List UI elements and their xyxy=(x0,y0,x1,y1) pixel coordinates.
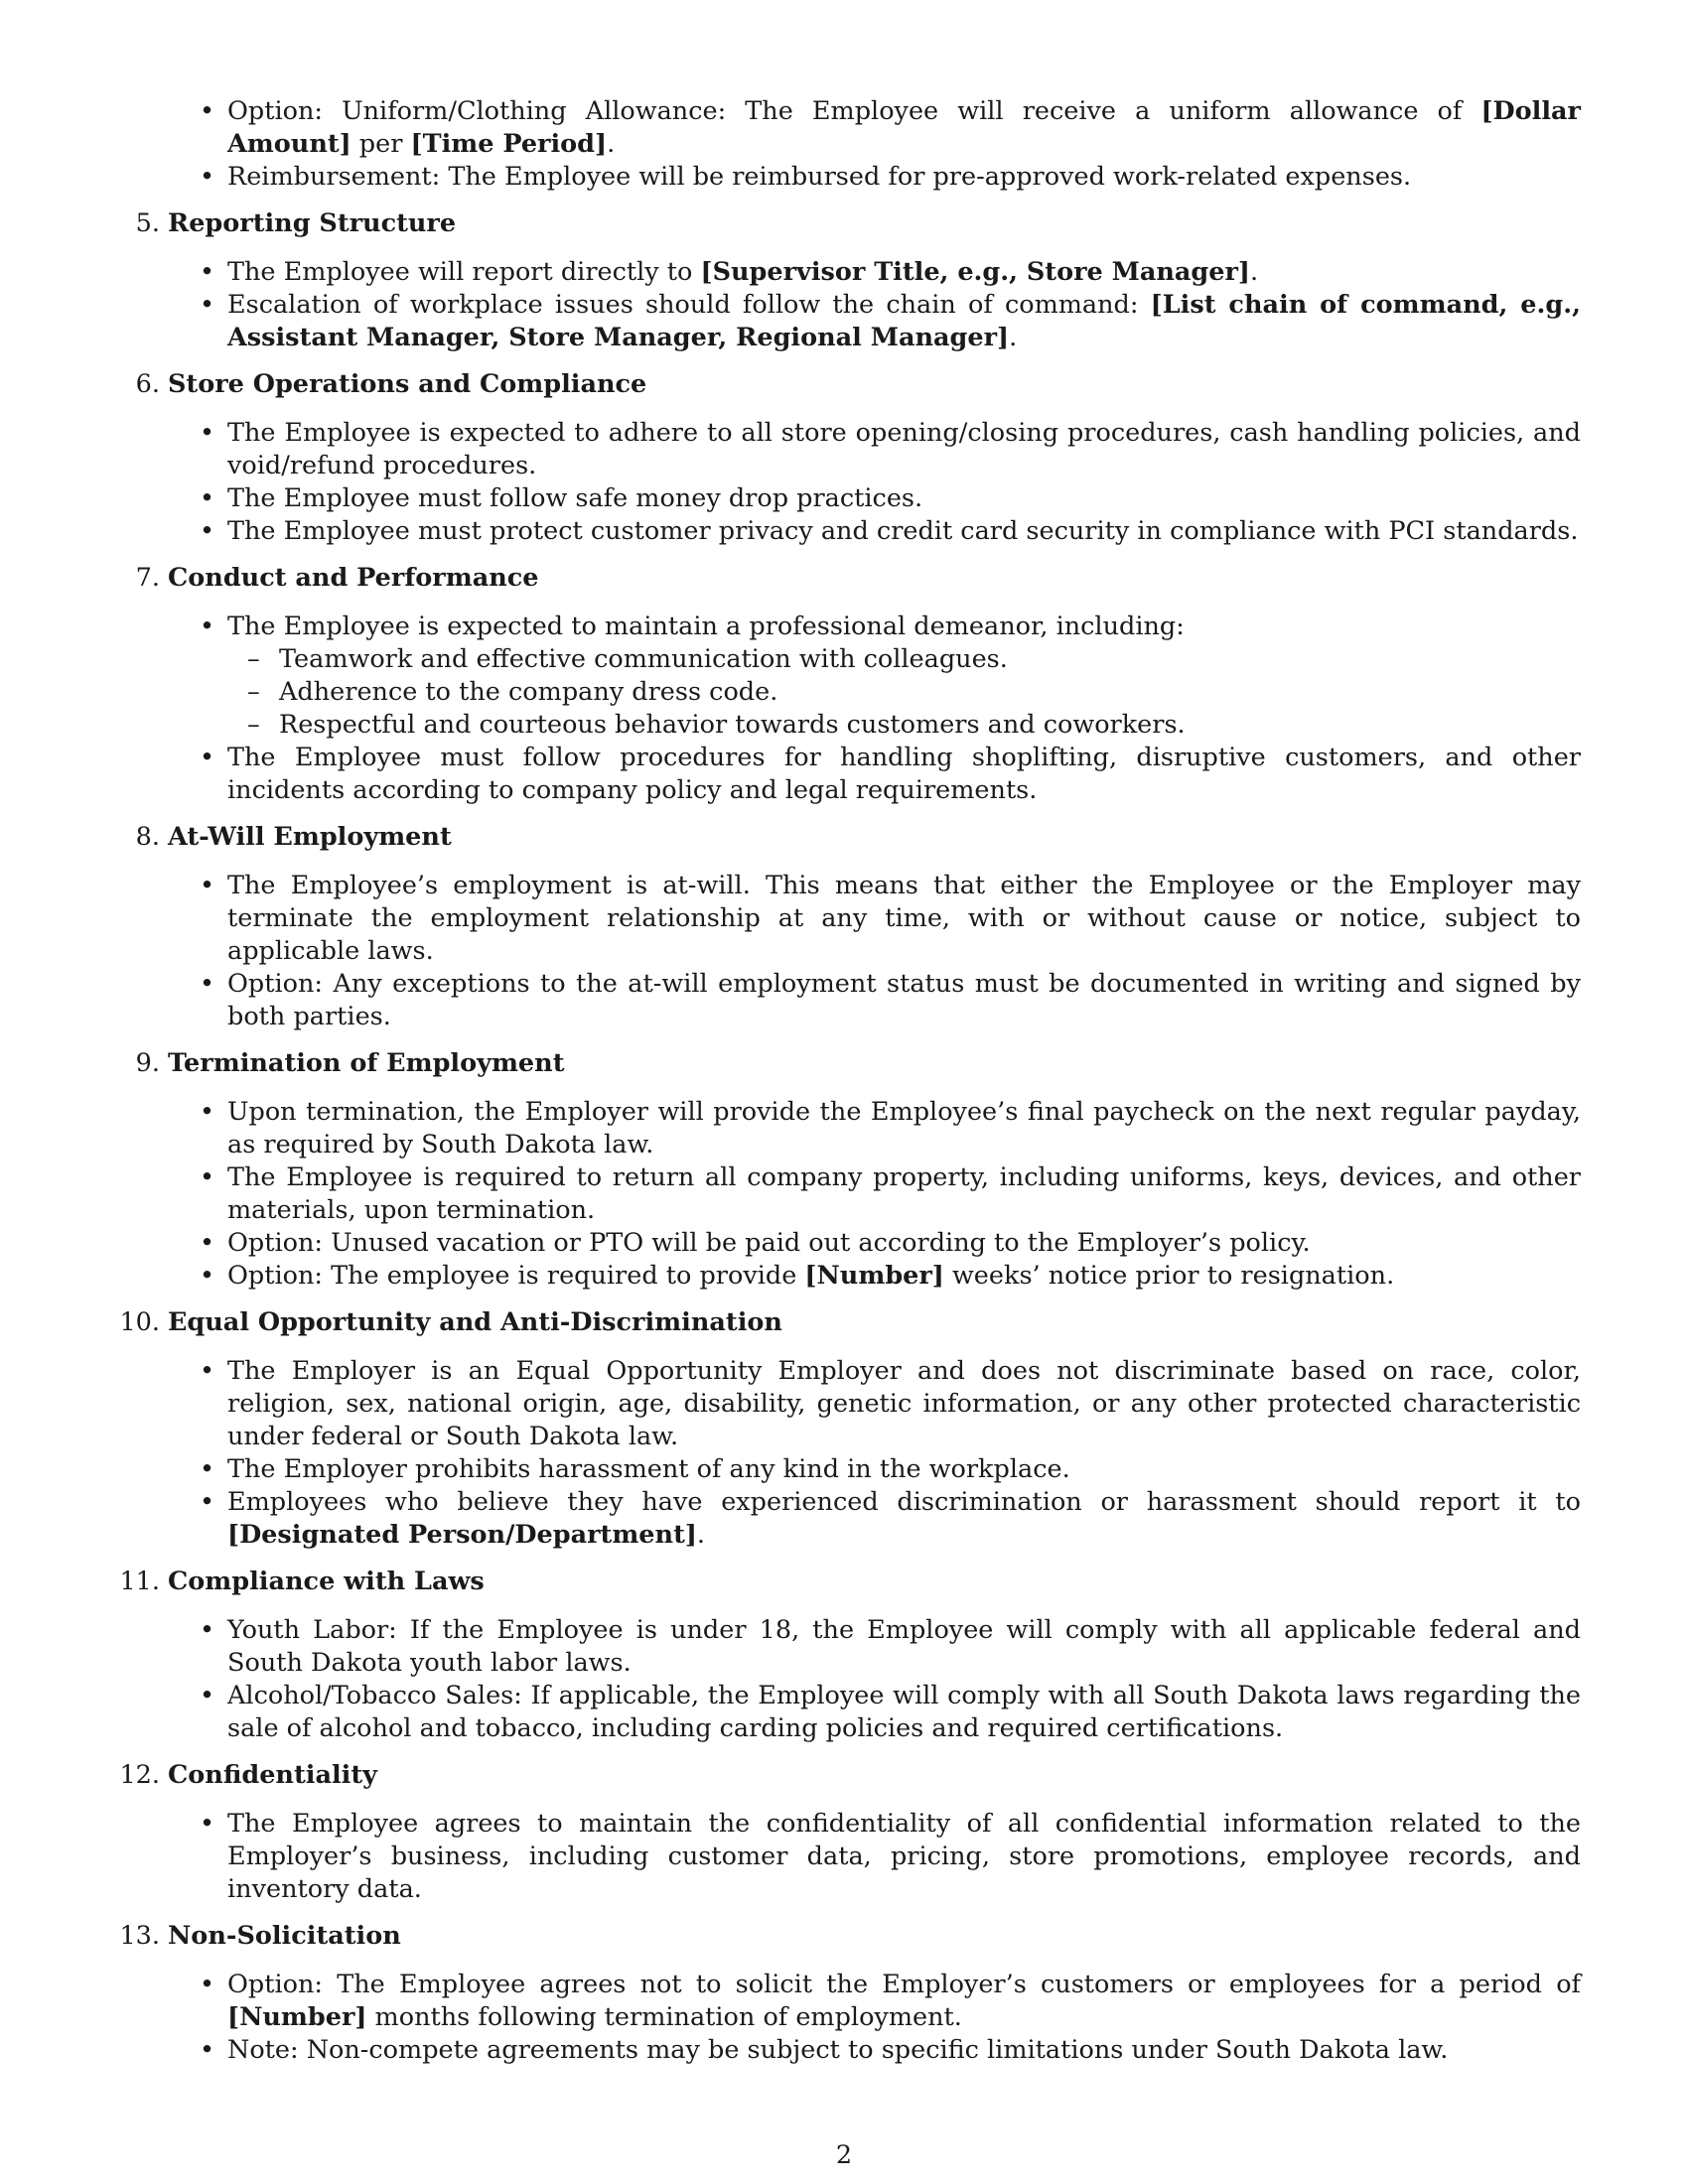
section-title: Conduct and Performance xyxy=(168,563,539,593)
section-number: 6. xyxy=(135,369,160,399)
section-list xyxy=(131,1355,1581,1552)
document-body xyxy=(119,95,1581,2067)
section-at-will-employment xyxy=(131,821,1581,1033)
section-title: Non-Solicitation xyxy=(168,1921,401,1951)
section-number: 5. xyxy=(135,208,160,238)
section-number: 13. xyxy=(119,1921,160,1951)
section-equal-opportunity xyxy=(119,1306,1581,1552)
section-number: 11. xyxy=(119,1567,160,1596)
section-number: 7. xyxy=(135,563,160,593)
list-item: • The Employee must follow safe money drop practices. xyxy=(227,482,1581,515)
list-item: • Option: Uniform/Clothing Allowance: The Employee will receive a uniform allowance of [Dollar Amount] per [Time Period]. xyxy=(227,95,1581,161)
list-item: • Option: The Employee agrees not to solicit the Employer’s customers or employees for a period of [Number] months following termination of employment. xyxy=(227,1969,1581,2034)
section-title: Reporting Structure xyxy=(168,208,457,238)
list-item: • The Employer prohibits harassment of any kind in the workplace. xyxy=(227,1453,1581,1486)
section-heading xyxy=(131,821,1581,854)
list-item: • The Employee is expected to maintain a professional demeanor, including: – Teamwork and effective communication with colleagues. – Adherence to the company dress code. – Respectful and courteous behavior towards customers and coworkers. xyxy=(227,611,1581,742)
sub-list xyxy=(227,643,1581,742)
list-item: • Option: Any exceptions to the at-will employment status must be documented in writing and signed by both parties. xyxy=(227,968,1581,1033)
list-item: • The Employee will report directly to [Supervisor Title, e.g., Store Manager]. xyxy=(227,256,1581,289)
section-heading xyxy=(119,1306,1581,1339)
section-conduct-performance xyxy=(131,562,1581,807)
section-heading xyxy=(119,1759,1581,1792)
list-item: • Youth Labor: If the Employee is under 18, the Employee will comply with all applicable federal and South Dakota youth labor laws. xyxy=(227,1614,1581,1680)
section-list xyxy=(131,1614,1581,1745)
section-heading xyxy=(119,1920,1581,1953)
list-item: • Option: The employee is required to provide [Number] weeks’ notice prior to resignation. xyxy=(227,1260,1581,1293)
list-item: • Note: Non-compete agreements may be subject to specific limitations under South Dakota law. xyxy=(227,2034,1581,2067)
section-number: 9. xyxy=(135,1048,160,1078)
list-item: • Alcohol/Tobacco Sales: If applicable, the Employee will comply with all South Dakota laws regarding the sale of alcohol and tobacco, including carding policies and required certifications. xyxy=(227,1680,1581,1745)
list-item: • Upon termination, the Employer will provide the Employee’s final paycheck on the next regular payday, as required by South Dakota law. xyxy=(227,1096,1581,1161)
section-title: Termination of Employment xyxy=(168,1048,565,1078)
section-reporting-structure xyxy=(131,207,1581,354)
sub-list-item: – Teamwork and effective communication with colleagues. xyxy=(279,643,1581,676)
section-heading xyxy=(131,368,1581,401)
list-item: • The Employee agrees to maintain the confidentiality of all confidential information related to the Employer’s business, including customer data, pricing, store promotions, employee records, and inventory data. xyxy=(227,1808,1581,1906)
list-item: • The Employee is required to return all company property, including uniforms, keys, devices, and other materials, upon termination. xyxy=(227,1161,1581,1227)
section-list xyxy=(131,1096,1581,1293)
intro-list xyxy=(131,95,1581,194)
page-number: 2 xyxy=(835,2140,853,2170)
section-heading xyxy=(119,1566,1581,1598)
section-title: Confidentiality xyxy=(168,1760,377,1790)
section-store-operations xyxy=(131,368,1581,548)
section-non-solicitation xyxy=(119,1920,1581,2067)
section-confidentiality xyxy=(119,1759,1581,1906)
section-compliance-with-laws xyxy=(119,1566,1581,1745)
list-item: • The Employee must follow procedures for handling shoplifting, disruptive customers, and other incidents according to company policy and legal requirements. xyxy=(227,742,1581,807)
list-item: • Reimbursement: The Employee will be reimbursed for pre-approved work-related expenses. xyxy=(227,161,1581,194)
section-heading xyxy=(131,1047,1581,1080)
list-item: • Option: Unused vacation or PTO will be paid out according to the Employer’s policy. xyxy=(227,1227,1581,1260)
section-title: Compliance with Laws xyxy=(168,1567,485,1596)
section-list xyxy=(131,417,1581,548)
section-termination xyxy=(131,1047,1581,1293)
section-list xyxy=(131,611,1581,807)
list-item: • Employees who believe they have experienced discrimination or harassment should report it to [Designated Person/Department]. xyxy=(227,1486,1581,1552)
list-item: • The Employee’s employment is at-will. This means that either the Employee or the Employer may terminate the employment relationship at any time, with or without cause or notice, subject to applicable laws. xyxy=(227,870,1581,968)
section-list xyxy=(131,1969,1581,2067)
section-list xyxy=(131,1808,1581,1906)
list-item: • The Employee must protect customer privacy and credit card security in compliance with PCI standards. xyxy=(227,515,1581,548)
list-item: • The Employee is expected to adhere to all store opening/closing procedures, cash handling policies, and void/refund procedures. xyxy=(227,417,1581,482)
section-title: At-Will Employment xyxy=(168,822,452,852)
section-heading xyxy=(131,562,1581,595)
section-list xyxy=(131,870,1581,1033)
section-title: Store Operations and Compliance xyxy=(168,369,647,399)
list-item: • Escalation of workplace issues should follow the chain of command: [List chain of command, e.g., Assistant Manager, Store Manager, Regional Manager]. xyxy=(227,289,1581,354)
sub-list-item: – Adherence to the company dress code. xyxy=(279,676,1581,709)
section-number: 12. xyxy=(119,1760,160,1790)
section-number: 8. xyxy=(135,822,160,852)
section-number: 10. xyxy=(119,1307,160,1337)
section-heading xyxy=(131,207,1581,240)
section-title: Equal Opportunity and Anti-Discrimination xyxy=(168,1307,782,1337)
sub-list-item: – Respectful and courteous behavior towards customers and coworkers. xyxy=(279,709,1581,742)
list-item: • The Employer is an Equal Opportunity Employer and does not discriminate based on race, color, religion, sex, national origin, age, disability, genetic information, or any other protected characteristic under federal or South Dakota law. xyxy=(227,1355,1581,1453)
section-list xyxy=(131,256,1581,354)
